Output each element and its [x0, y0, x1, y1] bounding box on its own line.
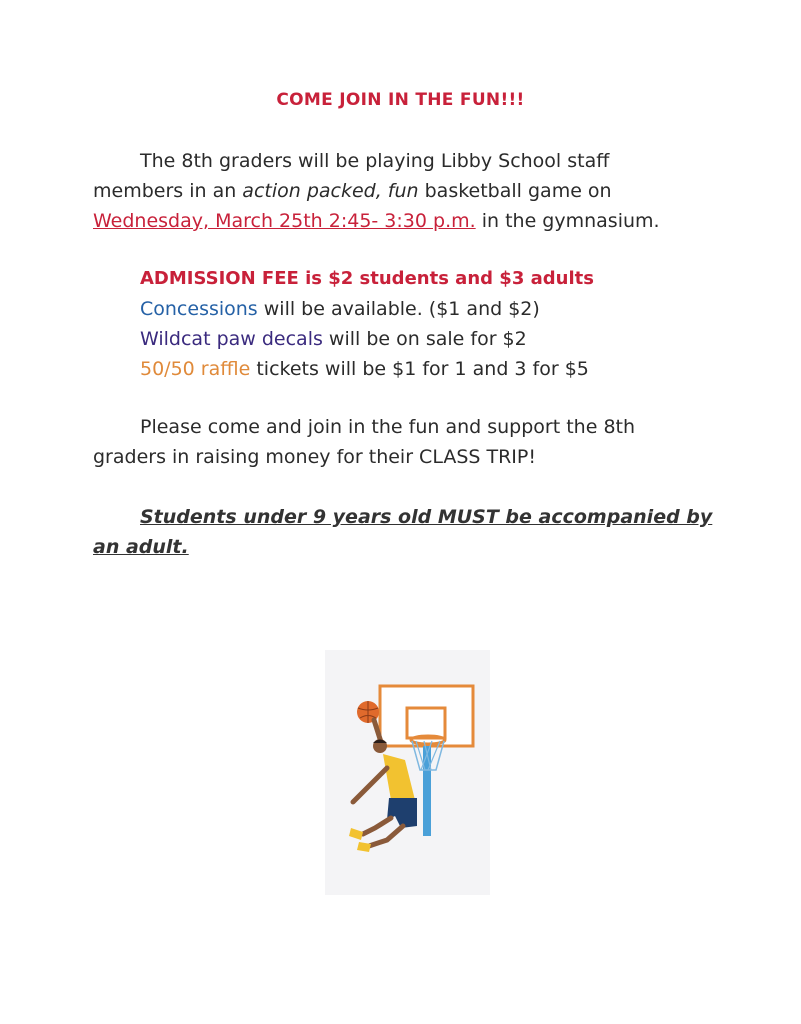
intro-text-c: in the gymnasium. — [475, 210, 660, 232]
raffle-line — [140, 354, 594, 384]
intro-text-b: basketball game on — [418, 180, 612, 202]
wildcat-text: will be on sale for $2 — [322, 328, 527, 350]
info-list — [140, 264, 594, 384]
basketball-player-dunking-icon — [325, 650, 490, 895]
wildcat-line — [140, 324, 594, 354]
intro-paragraph — [93, 146, 693, 236]
concessions-text: will be available. ($1 and $2) — [257, 298, 540, 320]
wildcat-label: Wildcat paw decals — [140, 328, 323, 350]
intro-emphasis: action packed, fun — [242, 180, 419, 202]
warning-text: Students under 9 years old MUST be accompanied by an adult. — [93, 506, 713, 558]
admission-fee: ADMISSION FEE is $2 students and $3 adults — [140, 268, 594, 289]
age-warning — [93, 502, 713, 562]
raffle-label: 50/50 raffle — [140, 358, 251, 380]
raffle-text: tickets will be $1 for 1 and 3 for $5 — [250, 358, 589, 380]
support-text: Please come and join in the fun and support the 8th graders in raising money for their CLASS TRIP! — [93, 416, 636, 468]
event-date-link[interactable]: Wednesday, March 25th 2:45- 3:30 p.m. — [93, 210, 476, 232]
intro-text-a: The 8th graders will be playing Libby School staff members in an — [93, 150, 610, 202]
concessions-label: Concessions — [140, 298, 258, 320]
concessions-line — [140, 294, 594, 324]
flyer-title: COME JOIN IN THE FUN!!! — [276, 90, 525, 110]
support-paragraph — [93, 412, 693, 472]
